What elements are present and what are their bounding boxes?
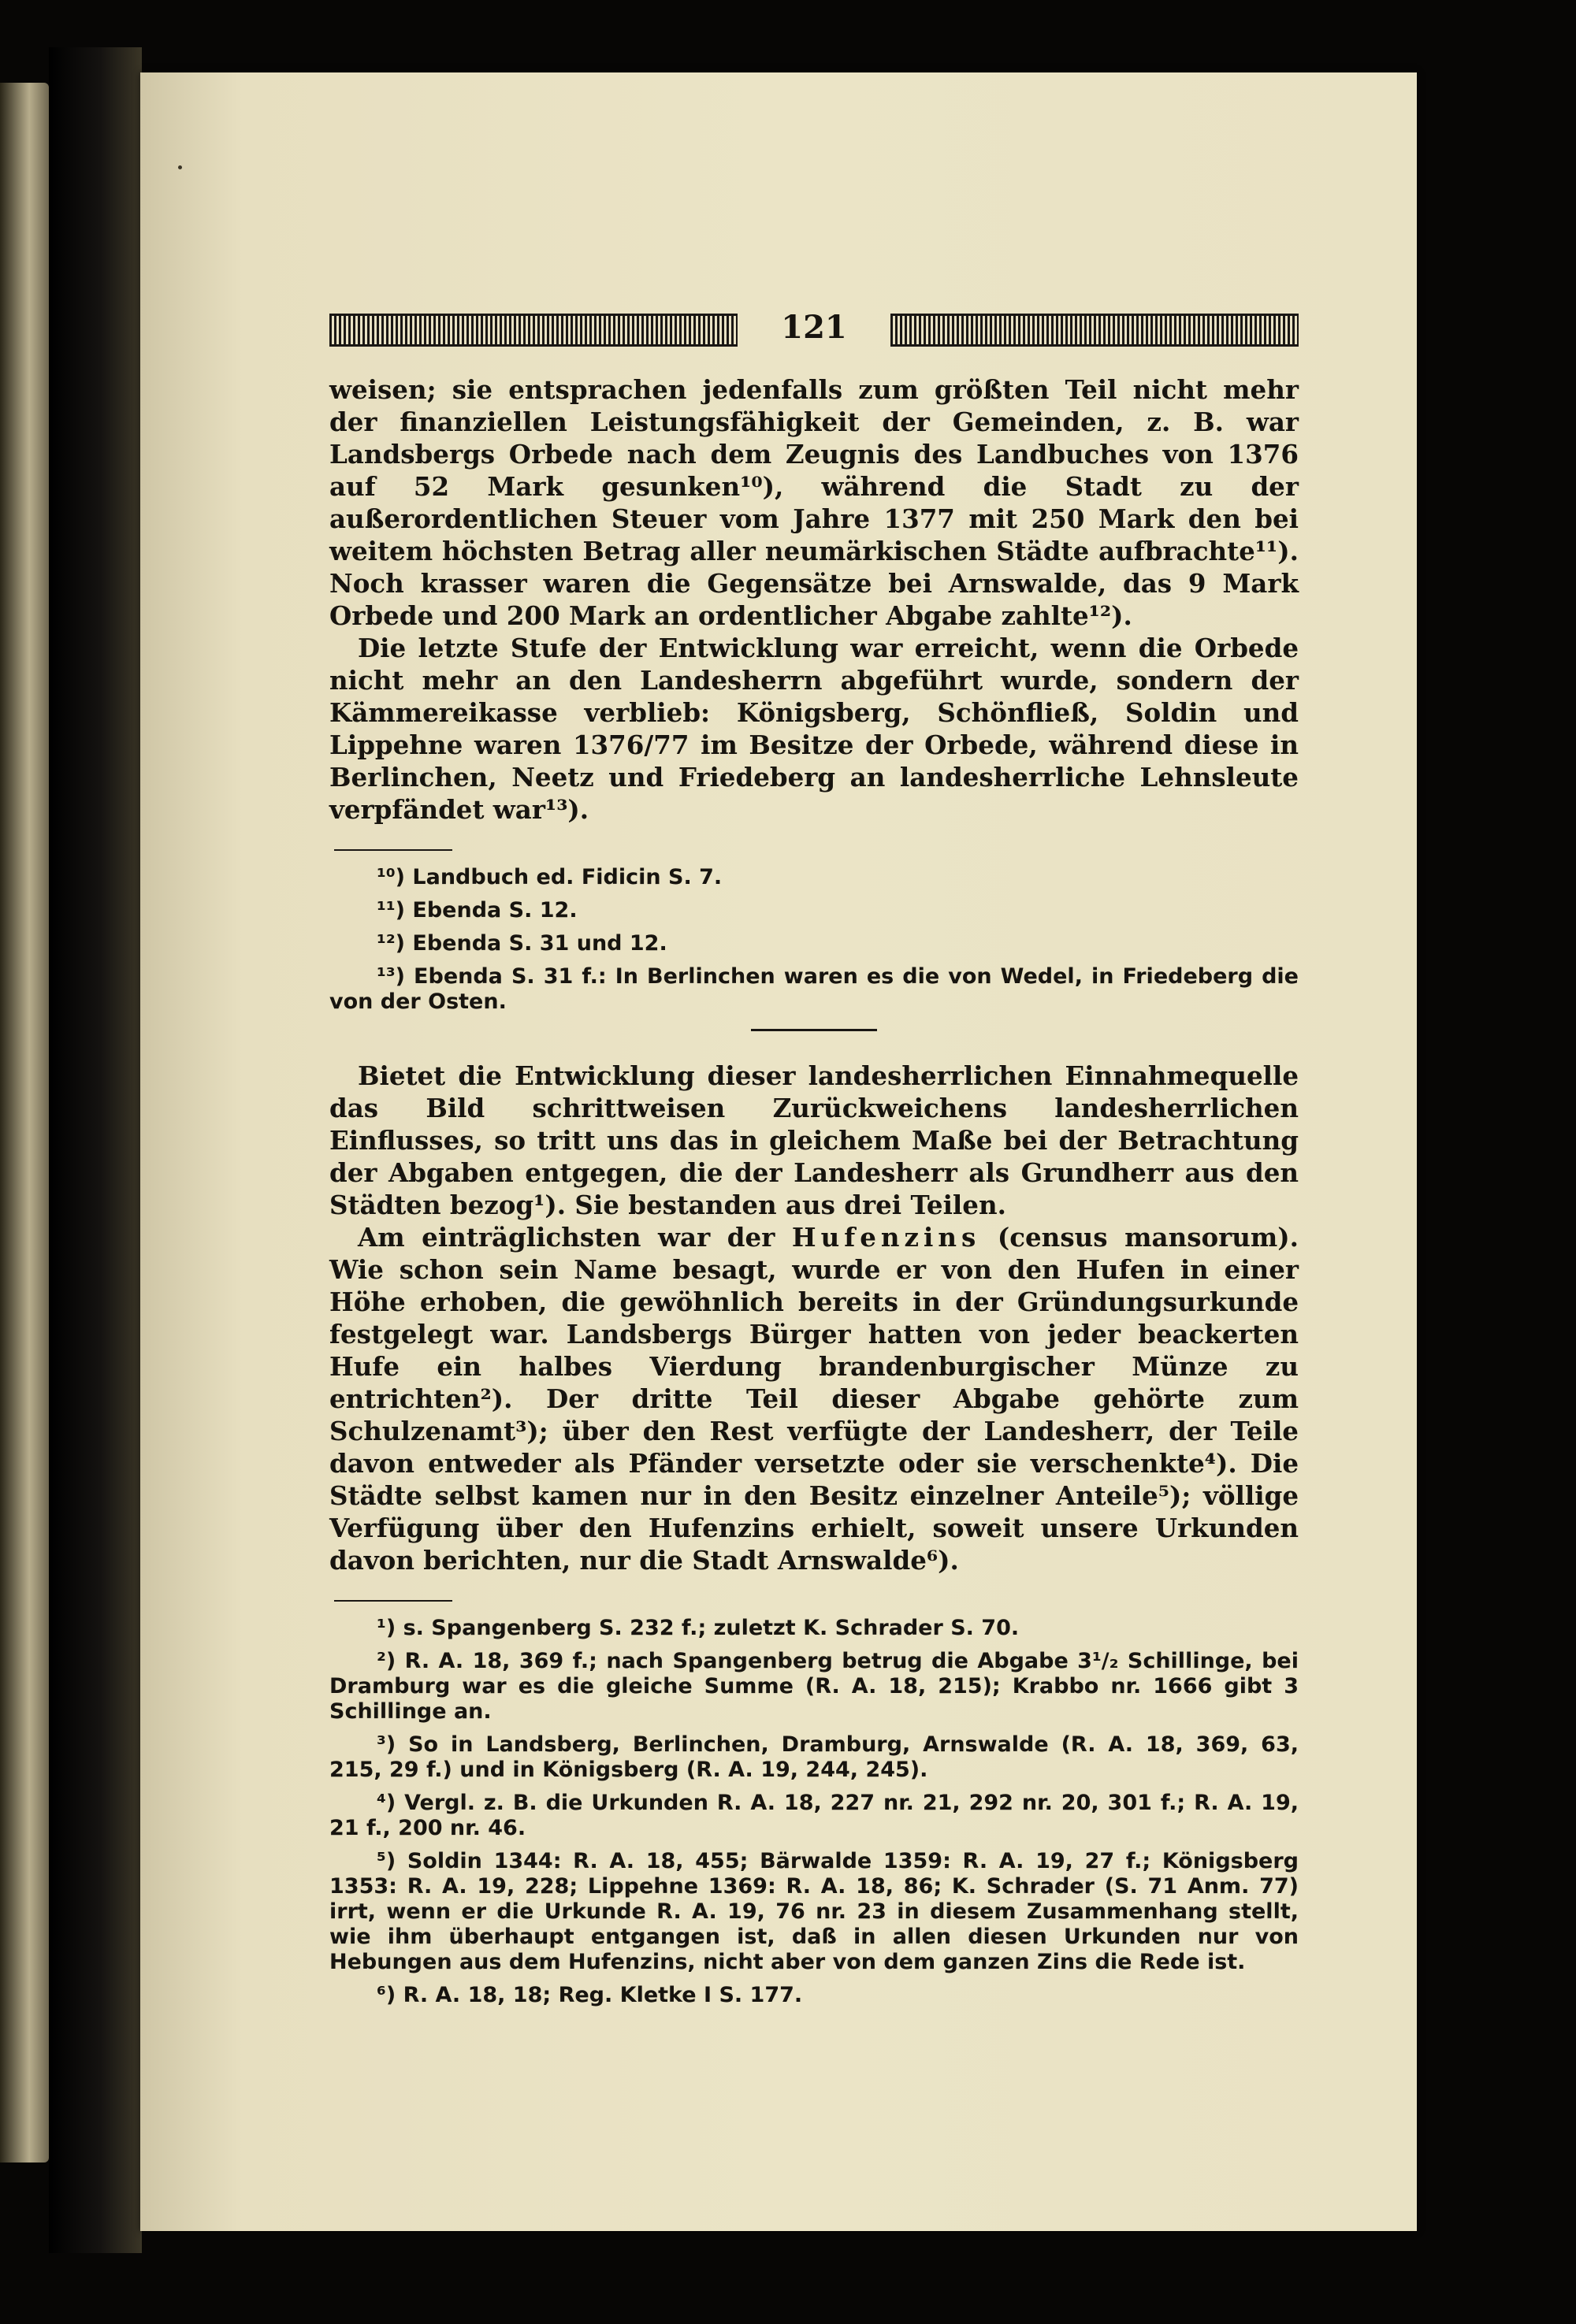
footnote-2: ²) R. A. 18, 369 f.; nach Spangenberg betrug die Abgabe 3¹/₂ Schillinge, bei Dramburg war es die gleiche Summe (R. A. 18, 215); Krabbo nr. 1666 gibt 3 Schillinge an. [329, 1649, 1299, 1724]
hufenzins-body: (census mansorum). Wie schon sein Name besagt, wurde er von den Hufen in einer Höhe erhoben, die gewöhnlich bereits in der Gründungsurkunde festgelegt war. Landsbergs Bürger hatten von jeder beackerten Hufe ein halbes Vierdung brandenburgischer Münze zu entrichten²). Der dritte Teil dieser Abgabe gehörte zum Schulzenamt³); über den Rest verfügte der Landesherr, der Teile davon entweder als Pfänder versetzte oder sie verschenkte⁴). Die Städte selbst kamen nur in den Besitz einzelner Anteile⁵); völlige Verfügung über den Hufenzins erhielt, soweit unsere Urkunden davon berichten, nur die Stadt Arnswalde⁶). [329, 1222, 1299, 1576]
footnote-3: ³) So in Landsberg, Berlinchen, Dramburg, Arnswalde (R. A. 18, 369, 63, 215, 29 f.) und in Königsberg (R. A. 19, 244, 245). [329, 1732, 1299, 1782]
hufenzins-lead: Am einträglichsten war der [358, 1222, 792, 1253]
book-page [140, 72, 1417, 2231]
footnote-6: ⁶) R. A. 18, 18; Reg. Kletke I S. 177. [377, 1983, 803, 2007]
footnote-1: ¹) s. Spangenberg S. 232 f.; zuletzt K. Schrader S. 70. [377, 1616, 1020, 1640]
paragraph-1: weisen; sie entsprachen jedenfalls zum größten Teil nicht mehr der finanziellen Leistungsfähigkeit der Gemeinden, z. B. war Landsbergs Orbede nach dem Zeugnis des Landbuches von 1376 auf 52 Mark gesunken¹⁰), während die Stadt zu der außerordentlichen Steuer vom Jahre 1377 mit 250 Mark den bei weitem höchsten Betrag aller neumärkischen Städte aufbrachte¹¹). Noch krasser waren die Gegensätze bei Arnswalde, das 9 Mark Orbede und 200 Mark an ordentlicher Abgabe zahlte¹²). [329, 374, 1299, 631]
footnote-10: ¹⁰) Landbuch ed. Fidicin S. 7. [377, 865, 723, 889]
paragraph-hufenzins [329, 1221, 1299, 1576]
page-header [329, 301, 1299, 359]
page-number: 121 [781, 309, 847, 346]
footnote-12: ¹²) Ebenda S. 31 und 12. [377, 931, 667, 956]
hufenzins-term: Hufenzins [791, 1222, 981, 1253]
left-page-edge [0, 83, 49, 2163]
footnote-13: ¹³) Ebenda S. 31 f.: In Berlinchen waren es die von Wedel, in Friedeberg die von der Osten. [329, 964, 1299, 1014]
book-gutter [49, 47, 142, 2253]
footnote-separator-2 [334, 1600, 452, 1602]
paragraph-3: Bietet die Entwicklung dieser landesherrlichen Einnahmequelle das Bild schrittweisen Zurückweichens landesherrlichen Einflusses, so tritt uns das in gleichem Maße bei der Betrachtung der Abgaben entgegen, die der Landesherr als Grundherr aus den Städten bezog¹). Sie bestanden aus drei Teilen. [329, 1060, 1299, 1220]
footnote-4: ⁴) Vergl. z. B. die Urkunden R. A. 18, 227 nr. 21, 292 nr. 20, 301 f.; R. A. 19, 21 f., 200 nr. 46. [329, 1791, 1299, 1840]
header-rule-right [890, 314, 1299, 347]
footnote-5: ⁵) Soldin 1344: R. A. 18, 455; Bärwalde 1359: R. A. 19, 27 f.; Königsberg 1353: R. A. 19, 228; Lippehne 1369: R. A. 18, 86; K. Schrader (S. 71 Anm. 77) irrt, wenn er die Urkunde R. A. 19, 76 nr. 23 in diesem Zusammenhang stellt, wie ihm überhaupt entgangen ist, daß in allen diesen Urkunden nur von Hebungen aus dem Hufenzins, nicht aber von dem ganzen Zins die Rede ist. [329, 1849, 1299, 1974]
footnote-11: ¹¹) Ebenda S. 12. [377, 898, 578, 923]
footnote-separator [334, 849, 452, 851]
paper-speck [178, 165, 182, 169]
paragraph-2: Die letzte Stufe der Entwicklung war erreicht, wenn die Orbede nicht mehr an den Landesherrn abgeführt wurde, sondern der Kämmereikasse verblieb: Königsberg, Schönfließ, Soldin und Lippehne waren 1376/77 im Besitze der Orbede, während diese in Berlinchen, Neetz und Friedeberg an landesherrliche Lehnsleute verpfändet war¹³). [329, 633, 1299, 825]
section-divider [751, 1029, 877, 1031]
page-content [329, 301, 1299, 2137]
